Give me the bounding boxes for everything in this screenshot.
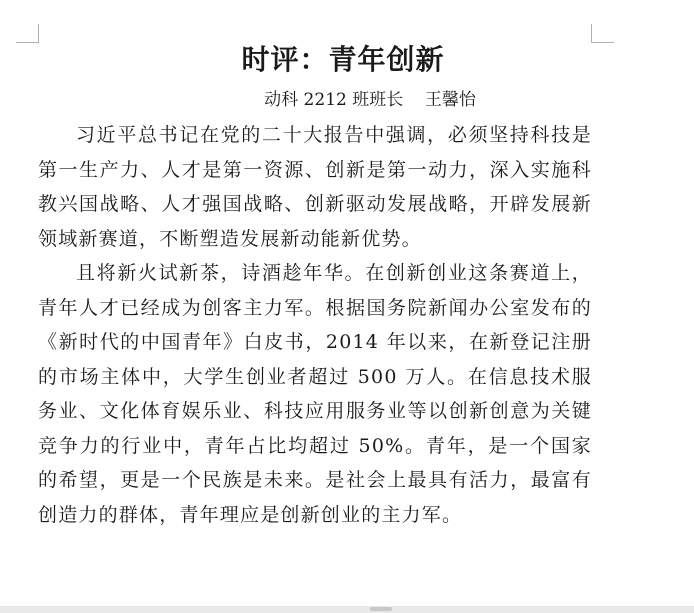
scrollbar-thumb[interactable] (370, 607, 392, 611)
crop-mark-top-left (16, 24, 39, 43)
paragraph-1: 习近平总书记在党的二十大报告中强调，必须坚持科技是第一生产力、人才是第一资源、创新是第一动力，深入实施科教兴国战略、人才强国战略、创新驱动发展战略，开辟发展新领域新赛道，不断塑造发展新动能新优势。 (38, 124, 592, 250)
document-byline: 动科 2212 班班长 王馨怡 (264, 90, 476, 110)
horizontal-scrollbar[interactable] (0, 606, 694, 613)
document-body[interactable] (38, 40, 592, 532)
document-title: 时评：青年创新 (241, 43, 445, 76)
crop-mark-top-right (591, 24, 614, 43)
paragraph-2: 且将新火试新茶，诗酒趁年华。在创新创业这条赛道上，青年人才已经成为创客主力军。根据国务院新闻办公室发布的《新时代的中国青年》白皮书，2014 年以来，在新登记注册的市场主体中，大学生创业者超过 500 万人。在信息技术服务业、文化体育娱乐业、科技应用服务业等以创新创意为关键竞争力的行业中，青年占比均超过 50%。青年，是一个国家的希望，更是一个民族是未来。是社会上最具有活力，最富有创造力的群体，青年理应是创新创业的主力军。 (38, 262, 592, 526)
